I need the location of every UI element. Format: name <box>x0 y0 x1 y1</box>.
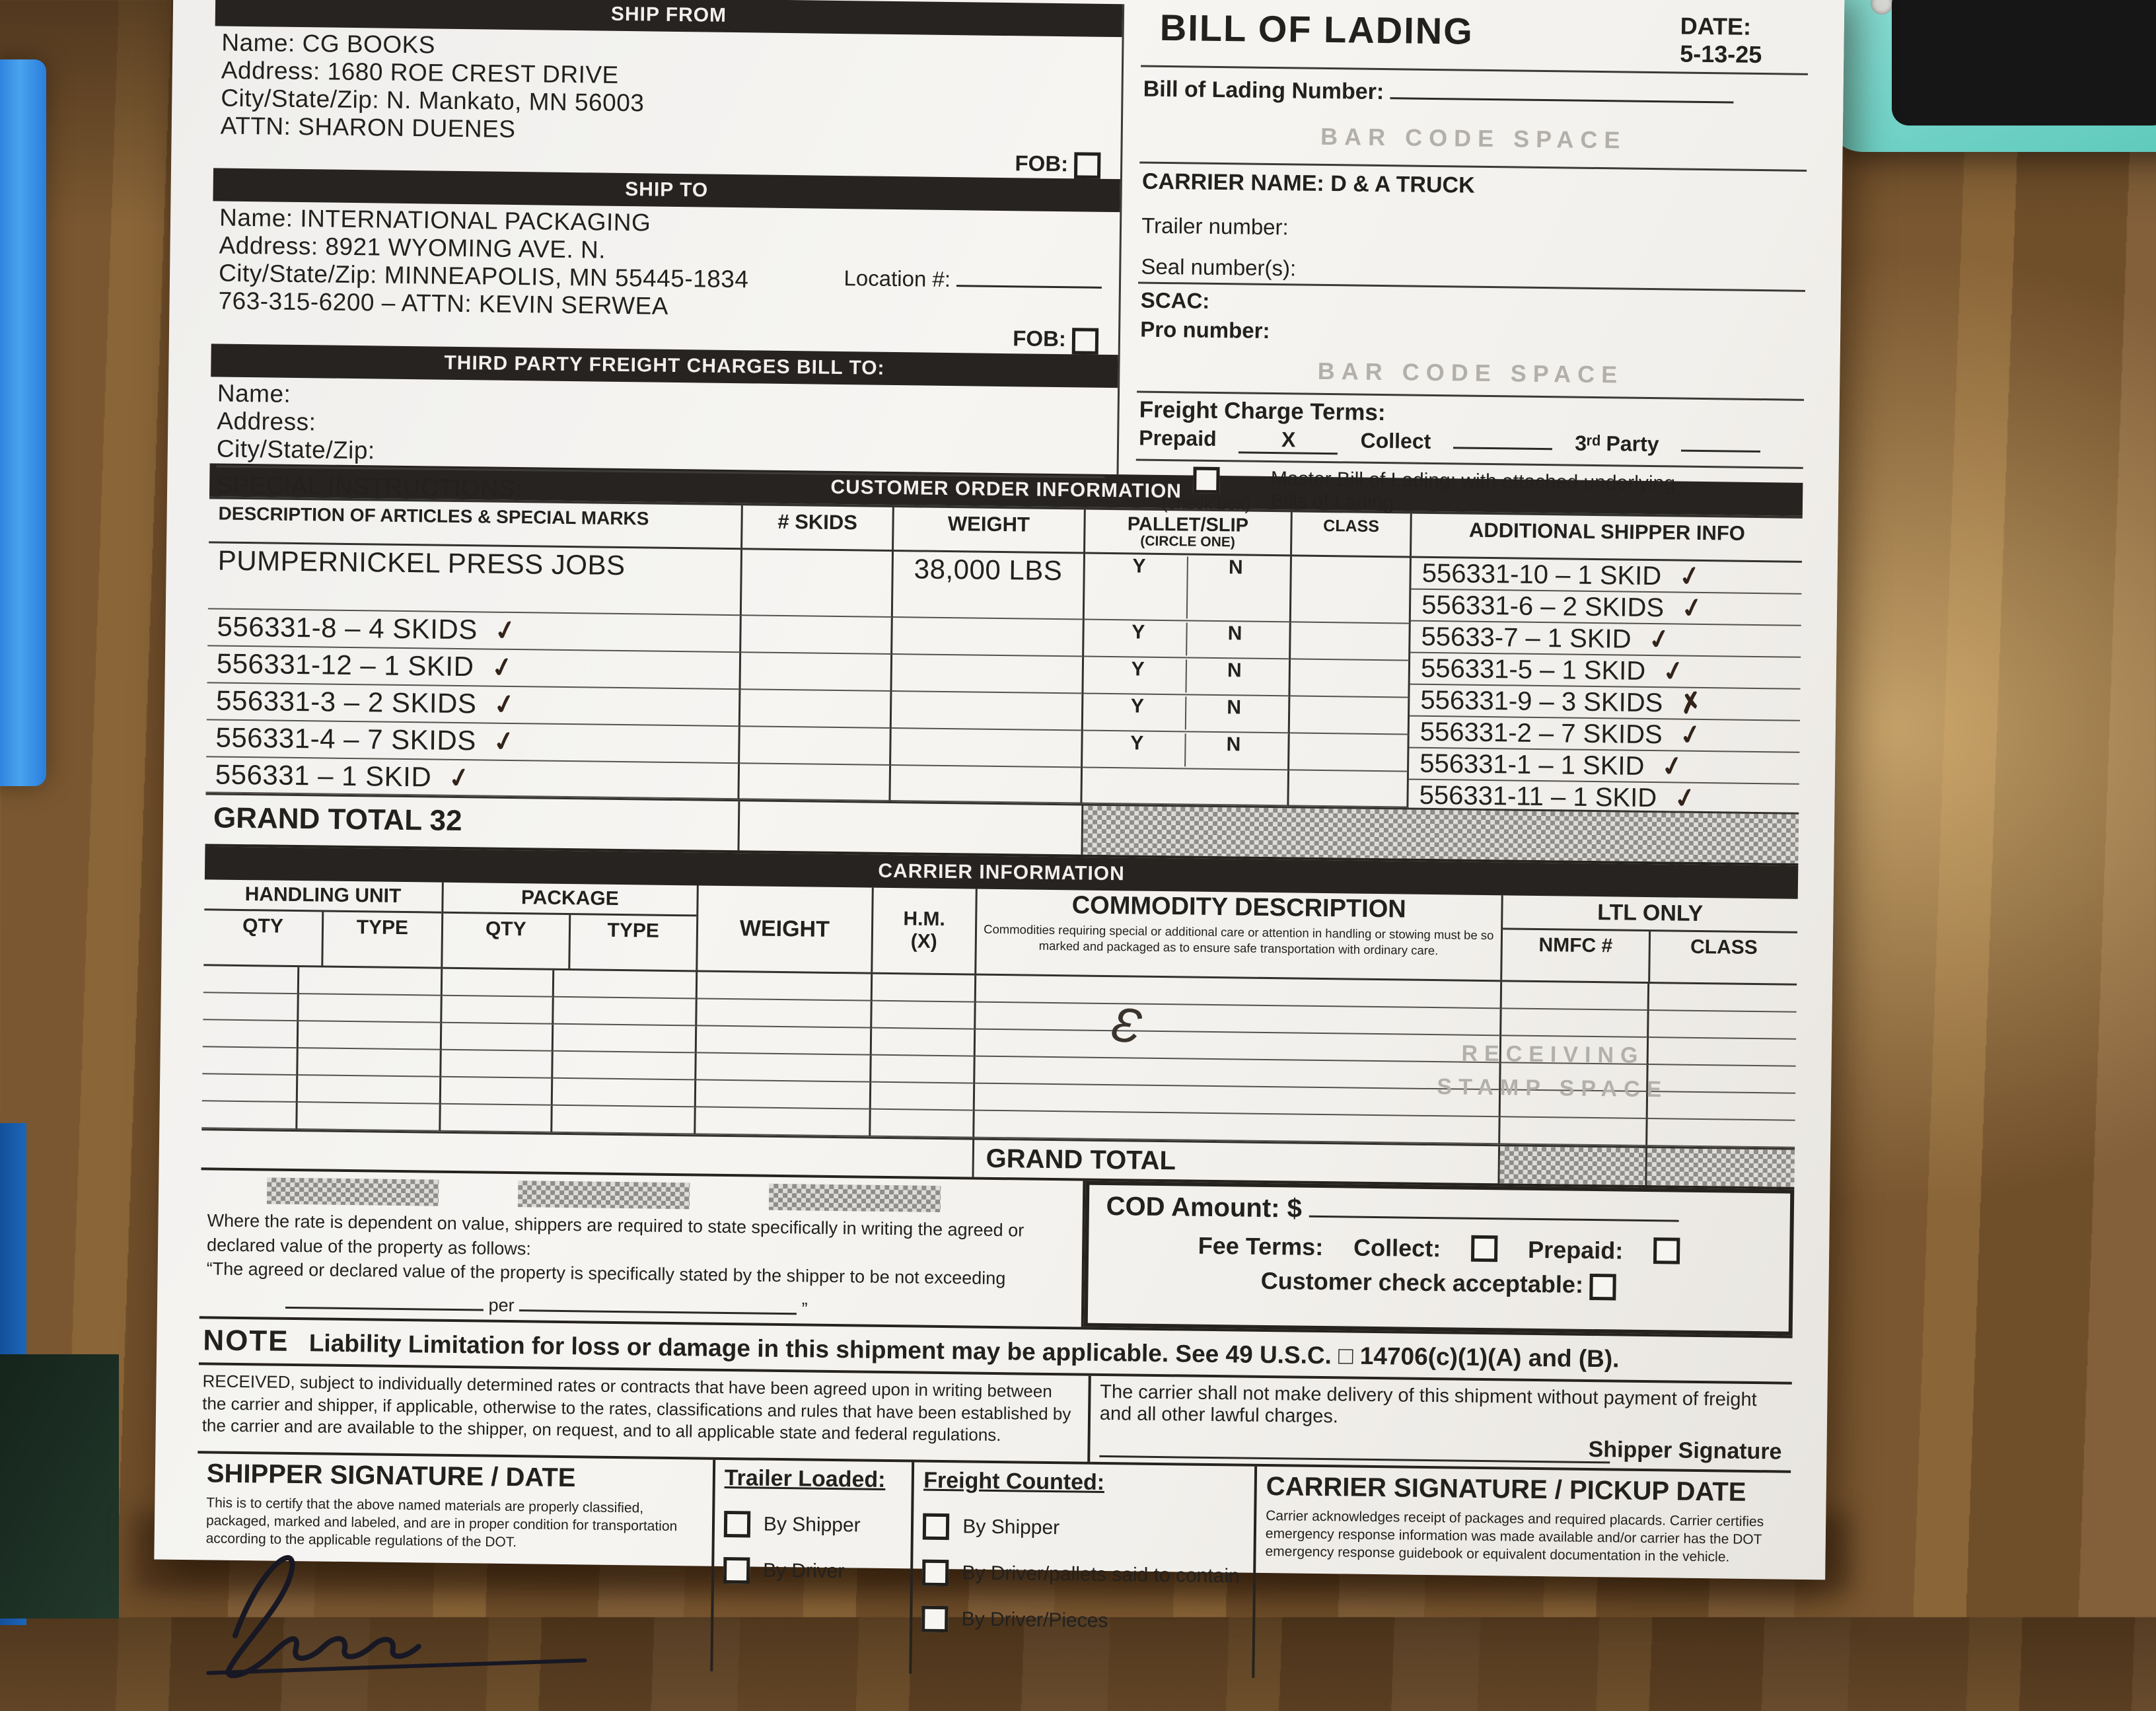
date-value: 5-13-25 <box>1679 40 1762 69</box>
addl-row-3 <box>1410 622 1801 658</box>
trailer-loaded-block <box>713 1460 914 1674</box>
delivery-box <box>1090 1376 1792 1471</box>
pallet-n[interactable]: N <box>1226 733 1241 756</box>
empty-cell <box>1289 734 1410 772</box>
delivery-text: The carrier shall not make delivery of this shipment without payment of freight and all other lawful charges. <box>1099 1381 1757 1428</box>
empty-cell <box>1289 771 1409 808</box>
freight-by-driver-pieces-label: By Driver/Pieces <box>961 1608 1108 1632</box>
order-text: 556331-3 – 2 SKIDS <box>215 684 477 719</box>
ship-to-label: SHIP TO <box>625 178 709 201</box>
order-row-3-pallet[interactable] <box>1083 657 1291 697</box>
empty-cell <box>741 616 893 655</box>
receiving-line1: RECEIVING <box>1461 1041 1645 1069</box>
fob-checkbox[interactable] <box>1074 153 1100 179</box>
addl-row-4 <box>1410 653 1801 690</box>
empty-cell <box>442 1023 554 1052</box>
collect-checkbox[interactable] <box>1471 1235 1497 1262</box>
empty-cell <box>441 1105 552 1133</box>
customer-check-row <box>1105 1266 1772 1303</box>
ship-to-block <box>211 201 1120 328</box>
ship-from-city: City/State/Zip: N. Mankato, MN 56003 <box>221 84 645 117</box>
commodity-title: COMMODITY DESCRIPTION <box>1071 891 1406 924</box>
pallet-y[interactable]: Y <box>1090 659 1187 693</box>
handwritten-check: ✓ <box>1659 750 1686 783</box>
col-additional-info: ADDITIONAL SHIPPER INFO <box>1468 518 1746 545</box>
empty-cell <box>202 1075 298 1103</box>
collect-label: Collect <box>1360 428 1431 453</box>
date-box <box>1680 13 1802 69</box>
empty-cell <box>201 1102 297 1130</box>
pen-scribble: Ɛ <box>1107 996 1145 1055</box>
empty-cell <box>203 994 299 1022</box>
barcode-space-1: BAR CODE SPACE <box>1320 122 1627 154</box>
empty-cell <box>739 764 891 802</box>
carrier-grand-total-label: GRAND TOTAL <box>974 1140 1500 1184</box>
empty-cell <box>1501 982 1649 1011</box>
order-text: 556331-4 – 7 SKIDS <box>215 721 477 756</box>
bill-of-lading-form <box>154 0 1844 1632</box>
empty-cell <box>202 1048 298 1076</box>
empty-cell <box>201 1131 974 1177</box>
order-row-3-desc <box>207 647 742 690</box>
order-row-5-pallet[interactable] <box>1083 731 1290 771</box>
freight-counted-block <box>912 1462 1257 1677</box>
hm-header <box>873 888 977 974</box>
empty-cell <box>1501 1009 1649 1038</box>
empty-cell <box>1291 623 1411 661</box>
nmfc-label: NMFC # <box>1502 930 1651 982</box>
order-row-5-desc <box>206 721 740 764</box>
pallet-n[interactable]: N <box>1228 556 1243 579</box>
date-label: DATE: <box>1680 12 1752 40</box>
empty-cell <box>299 968 443 997</box>
dark-object-bottom-left <box>0 1354 119 1619</box>
ltl-only-label: LTL ONLY <box>1503 896 1798 933</box>
tablet-camera <box>1871 0 1893 15</box>
order-table-body <box>205 544 1801 815</box>
location-label: Location #: <box>844 266 951 292</box>
empty-cell <box>871 1083 975 1111</box>
page-title: BILL OF LADING <box>1159 6 1474 52</box>
handwritten-check: ✓ <box>1671 782 1699 816</box>
pallet-y[interactable]: Y <box>1091 556 1188 619</box>
empty-cell <box>299 995 443 1024</box>
shipper-sig-title: SHIPPER SIGNATURE / DATE <box>206 1459 576 1493</box>
empty-cell <box>892 655 1084 694</box>
trailer-number-row: Trailer number: <box>1141 213 1289 240</box>
ship-from-block <box>214 26 1122 152</box>
empty-cell <box>892 618 1084 657</box>
order-row-4-pallet[interactable] <box>1083 694 1290 734</box>
close-quote: ” <box>801 1299 808 1319</box>
pallet-y[interactable]: Y <box>1089 733 1186 767</box>
qty-label: QTY <box>203 911 324 966</box>
empty-cell <box>443 969 554 998</box>
order-text: 556331-11 – 1 SKID <box>1419 780 1657 813</box>
freight-by-shipper-label: By Shipper <box>962 1515 1060 1539</box>
hatched-strip <box>267 1178 1073 1214</box>
third-party-block <box>209 377 1118 511</box>
pro-number-row: Pro number: <box>1140 316 1270 343</box>
order-text: 556331-2 – 7 SKIDS <box>1419 717 1663 750</box>
ship-from-label: SHIP FROM <box>610 3 727 26</box>
ship-from-address: Address: 1680 ROE CREST DRIVE <box>221 56 620 89</box>
title-row <box>1141 5 1809 69</box>
third-party-city: City/State/Zip: <box>217 435 1106 478</box>
receiving-stamp-space <box>1313 1035 1792 1109</box>
empty-cell <box>873 974 976 1003</box>
order-row-1-class <box>1291 557 1412 624</box>
signature-zone <box>195 1453 1791 1684</box>
collect-label: Collect: <box>1353 1234 1441 1262</box>
ship-to-city: City/State/Zip: MINNEAPOLIS, MN 55445-1834 <box>218 259 749 293</box>
addl-row-7 <box>1409 748 1799 785</box>
handwritten-check: ✓ <box>491 688 519 722</box>
empty-cell <box>696 1108 871 1137</box>
empty-cell <box>1647 1120 1795 1149</box>
empty-cell <box>892 692 1083 731</box>
freight-by-shipper-checkbox[interactable] <box>923 1513 949 1539</box>
grand-total-hatched-cells <box>1083 806 1799 863</box>
commodity-header <box>976 889 1503 980</box>
note-text: Liability Limitation for loss or damage in this shipment may be applicable. See 49 U.S.C. □ 14706(c)(1)(A) and (B). <box>308 1329 1620 1373</box>
empty-cell <box>553 1052 697 1081</box>
empty-cell <box>554 998 698 1027</box>
empty-cell <box>697 972 873 1001</box>
empty-cell <box>554 970 698 1000</box>
handwritten-check: ✓ <box>488 651 517 685</box>
ship-to-address: Address: 8921 WYOMING AVE. N. <box>219 231 606 264</box>
order-text: 556331-6 – 2 SKIDS <box>1421 590 1665 623</box>
col-class: CLASS <box>1292 512 1412 556</box>
carrier-name-row: CARRIER NAME: D & A TRUCK <box>1139 162 1807 208</box>
order-row-1-skids <box>742 550 894 618</box>
order-text: 55633-7 – 1 SKID <box>1421 622 1632 654</box>
valuation-cod-zone <box>199 1171 1795 1336</box>
check-box-caption: (check box) <box>1161 492 1251 514</box>
per-label: per <box>488 1295 515 1315</box>
empty-cell <box>891 766 1083 804</box>
trailer-by-shipper-label: By Shipper <box>763 1513 861 1537</box>
third-party-terms-label: 3ʳᵈ Party <box>1575 431 1659 456</box>
customer-check-checkbox[interactable] <box>1590 1274 1616 1300</box>
pallet-y[interactable]: Y <box>1089 696 1186 730</box>
third-party-label: THIRD PARTY FREIGHT CHARGES BILL TO: <box>444 351 885 379</box>
prepaid-fill[interactable] <box>1239 427 1338 455</box>
order-row-4-desc <box>207 684 741 727</box>
order-row-1-weight: 38,000 LBS <box>893 552 1085 621</box>
master-bol-checkbox[interactable] <box>1193 467 1219 493</box>
scac-row: SCAC: <box>1140 287 1210 313</box>
ltl-only-group <box>1502 896 1798 984</box>
location-number <box>844 266 1102 294</box>
pallet-n[interactable]: N <box>1227 622 1242 645</box>
fob-label-2: FOB: <box>1013 326 1067 351</box>
empty-cell <box>697 1000 873 1029</box>
fob-label: FOB: <box>1015 151 1069 176</box>
third-party-fill[interactable] <box>1681 450 1760 453</box>
ship-from-attn: ATTN: SHARON DUENES <box>220 112 516 143</box>
empty-cell <box>1291 660 1411 698</box>
valuation-per-row <box>285 1293 1072 1323</box>
empty-cell <box>740 653 892 692</box>
empty-cell <box>871 1110 974 1138</box>
empty-cell <box>696 1081 871 1110</box>
empty-cell <box>442 996 554 1025</box>
ship-from-name: Name: CG BOOKS <box>221 28 436 59</box>
order-row-6-desc <box>205 758 740 800</box>
trailer-by-shipper-checkbox[interactable] <box>724 1511 750 1537</box>
cod-amount-fill[interactable] <box>1309 1216 1679 1222</box>
package-group <box>443 883 698 970</box>
empty-cell <box>441 1050 553 1079</box>
handwritten-signature <box>188 1519 613 1696</box>
empty-cell <box>297 1076 441 1105</box>
handwritten-check: ✓ <box>446 762 474 795</box>
empty-cell <box>298 1022 442 1051</box>
carrier-sig-title: CARRIER SIGNATURE / PICKUP DATE <box>1266 1471 1746 1507</box>
trailer-by-driver-label: By Driver <box>762 1559 845 1583</box>
per-fill[interactable] <box>519 1309 797 1315</box>
special-instructions: SPECIAL INSTRUCTIONS: <box>215 471 522 502</box>
empty-cell <box>1290 697 1410 735</box>
blue-folder-edge <box>0 59 46 786</box>
prepaid-label: Prepaid: <box>1527 1236 1624 1265</box>
type-label: TYPE <box>356 916 409 939</box>
trailer-loaded-title: Trailer Loaded: <box>724 1465 886 1492</box>
handling-unit-group <box>203 880 443 967</box>
tablet-screen <box>1892 0 2156 126</box>
handwritten-x: ✗ <box>1677 687 1705 721</box>
package-label: PACKAGE <box>443 883 696 917</box>
seal-number-row: Seal number(s): <box>1138 244 1806 292</box>
empty-cell <box>203 1021 299 1049</box>
fob-checkbox-2[interactable] <box>1072 328 1098 354</box>
empty-cell <box>872 1029 976 1057</box>
empty-cell <box>740 690 892 729</box>
handwritten-check: ✓ <box>1676 560 1704 594</box>
addl-row-5 <box>1410 685 1800 721</box>
handwritten-check: ✓ <box>1660 655 1688 688</box>
type-label: TYPE <box>607 920 660 943</box>
customer-order-band-label: CUSTOMER ORDER INFORMATION <box>830 476 1182 503</box>
qty-label: QTY <box>443 914 571 968</box>
bol-number-label: Bill of Lading Number: <box>1143 76 1384 105</box>
pallet-n[interactable]: N <box>1227 696 1242 719</box>
value-fill[interactable] <box>285 1307 484 1311</box>
handwritten-check: ✓ <box>1645 623 1674 657</box>
freight-by-driver-pallets-label: By Driver/pallets said to contain <box>962 1562 1240 1587</box>
third-party-address: Address: <box>217 407 316 435</box>
grand-total-mid-cells <box>738 802 1084 855</box>
empty-cell <box>552 1079 696 1108</box>
order-text: 556331-10 – 1 SKID <box>1421 558 1662 591</box>
addl-row-6 <box>1410 717 1800 753</box>
handwritten-check: ✓ <box>1678 592 1706 626</box>
pallet-n[interactable]: N <box>1227 659 1242 682</box>
pallet-y[interactable]: Y <box>1091 622 1188 656</box>
empty-cell <box>441 1077 553 1106</box>
shipper-signature-label: Shipper Signature <box>1588 1436 1782 1465</box>
shipper-sig-cert: This is to certify that the above named materials are properly classified, packaged, marked and labeled, and are in proper condition for transportation according to the applicable regulations of the DOT. <box>205 1495 678 1550</box>
order-row-2-pallet[interactable] <box>1084 620 1291 660</box>
hm-line2: (X) <box>910 930 937 953</box>
col-skids: # SKIDS <box>742 505 894 550</box>
empty-cell <box>871 1056 975 1084</box>
handwritten-check: ✓ <box>1676 719 1705 752</box>
received-text: RECEIVED, subject to individually determined rates or contracts that have been agreed upon in writing between the carrier and shipper, if applicable, otherwise to the rates, classifications and rules that have been established by the carrier and are available to the shipper, on request, and to all applicable state and federal regulations. <box>198 1365 1091 1461</box>
trailer-by-driver-checkbox[interactable] <box>723 1557 750 1584</box>
freight-by-driver-pieces-checkbox[interactable] <box>921 1605 948 1632</box>
order-text: 556331 – 1 SKID <box>215 758 432 793</box>
empty-cell <box>298 1049 442 1078</box>
col-description: DESCRIPTION OF ARTICLES & SPECIAL MARKS <box>209 499 743 548</box>
addl-row-8 <box>1408 780 1799 815</box>
ship-to-name: Name: INTERNATIONAL PACKAGING <box>219 203 651 237</box>
empty-cell <box>1649 1011 1797 1040</box>
cod-amount-label: COD Amount: $ <box>1106 1192 1303 1224</box>
col-pallet-slip <box>1085 510 1293 555</box>
order-text: 556331-12 – 1 SKID <box>216 647 474 682</box>
carrier-info-band-label: CARRIER INFORMATION <box>878 860 1125 885</box>
shipper-signature-block <box>195 1453 715 1671</box>
freight-counted-title: Freight Counted: <box>923 1467 1105 1495</box>
class-label: CLASS <box>1690 936 1758 959</box>
handwritten-check: ✓ <box>491 614 520 648</box>
carrier-table-body <box>201 966 1797 1148</box>
order-row-1-desc: PUMPERNICKEL PRESS JOBS <box>208 544 742 616</box>
prepaid-checkbox[interactable] <box>1653 1238 1680 1264</box>
order-text: 556331-8 – 4 SKIDS <box>217 610 478 645</box>
fee-terms-row <box>1106 1231 1773 1267</box>
commodity-note: Commodities requiring special or additional care or attention in handling or stowing must be so marked and packaged as to ensure safe transportation with ordinary care. <box>984 922 1494 957</box>
note-word: NOTE <box>203 1324 289 1358</box>
carrier-sig-cert: Carrier acknowledges receipt of packages and required placards. Carrier certifies emergency response information was made available and/or carrier has the DOT emergency response guidebook or equivalent documentation in the vehicle. <box>1265 1508 1764 1565</box>
order-row-1-pallet[interactable] <box>1084 554 1292 623</box>
order-text: 556331-9 – 3 SKIDS <box>1420 685 1663 718</box>
empty-cell <box>696 1027 872 1056</box>
valuation-box <box>199 1171 1085 1327</box>
handling-unit-label: HANDLING UNIT <box>204 880 441 914</box>
master-bol-text: Master Bill of Lading: with attached underlying Bills of Lading <box>1270 467 1676 514</box>
tablet-device <box>1826 0 2156 152</box>
fee-terms-label: Fee Terms: <box>1198 1232 1324 1261</box>
valuation-line2: “The agreed or declared value of the property is specifically stated by the shipper to be not exceeding <box>206 1258 1006 1289</box>
empty-cell <box>891 729 1083 768</box>
header-right-column <box>1119 4 1809 514</box>
col-pallet-label: PALLET/SLIP <box>1127 513 1249 536</box>
empty-cell <box>552 1106 696 1135</box>
cod-box <box>1083 1181 1794 1335</box>
order-grand-total: GRAND TOTAL 32 <box>213 801 462 838</box>
additional-shipper-info-list <box>1408 558 1802 816</box>
empty-cell <box>1082 768 1289 807</box>
order-text: 556331-1 – 1 SKID <box>1419 748 1645 781</box>
customer-check-label: Customer check acceptable: <box>1260 1267 1584 1299</box>
third-party-name: Name: <box>217 379 291 408</box>
col-weight: WEIGHT <box>894 507 1085 552</box>
hatched-cell <box>1499 1147 1647 1186</box>
addl-row-1 <box>1411 558 1801 595</box>
weight-header: WEIGHT <box>698 886 874 972</box>
empty-cell <box>740 727 892 766</box>
location-fill[interactable] <box>956 285 1102 289</box>
hm-line1: H.M. <box>903 908 945 931</box>
hatched-cell <box>1647 1149 1795 1188</box>
empty-cell <box>297 1103 441 1132</box>
barcode-space-2: BAR CODE SPACE <box>1137 344 1805 401</box>
addl-row-2 <box>1411 590 1801 626</box>
carrier-signature-block <box>1254 1467 1791 1685</box>
receiving-line2: STAMP SPACE <box>1437 1074 1669 1103</box>
empty-cell <box>1649 984 1797 1013</box>
valuation-line1: Where the rate is dependent on value, shippers are required to state specifically in writing the agreed or declared value of the property as follows: <box>206 1210 1024 1259</box>
prepaid-x: X <box>1281 427 1296 452</box>
handwritten-check: ✓ <box>490 725 519 759</box>
bol-number-fill[interactable] <box>1390 97 1734 103</box>
prepaid-label: Prepaid <box>1139 425 1217 451</box>
empty-cell <box>696 1054 872 1083</box>
empty-cell <box>553 1025 697 1054</box>
freight-terms-title: Freight Charge Terms: <box>1139 396 1386 426</box>
ship-to-attn: 763-315-6200 – ATTN: KEVIN SERWEA <box>218 287 669 320</box>
order-row-2-desc <box>207 610 742 653</box>
empty-cell <box>1500 1118 1648 1147</box>
freight-by-driver-pallets-checkbox[interactable] <box>922 1559 949 1585</box>
empty-cell <box>203 966 299 995</box>
col-pallet-sub: (CIRCLE ONE) <box>1140 534 1235 550</box>
cod-amount-row <box>1106 1192 1773 1230</box>
collect-fill[interactable] <box>1453 447 1552 450</box>
order-text: 556331-5 – 1 SKID <box>1420 653 1646 686</box>
empty-cell <box>872 1001 976 1030</box>
